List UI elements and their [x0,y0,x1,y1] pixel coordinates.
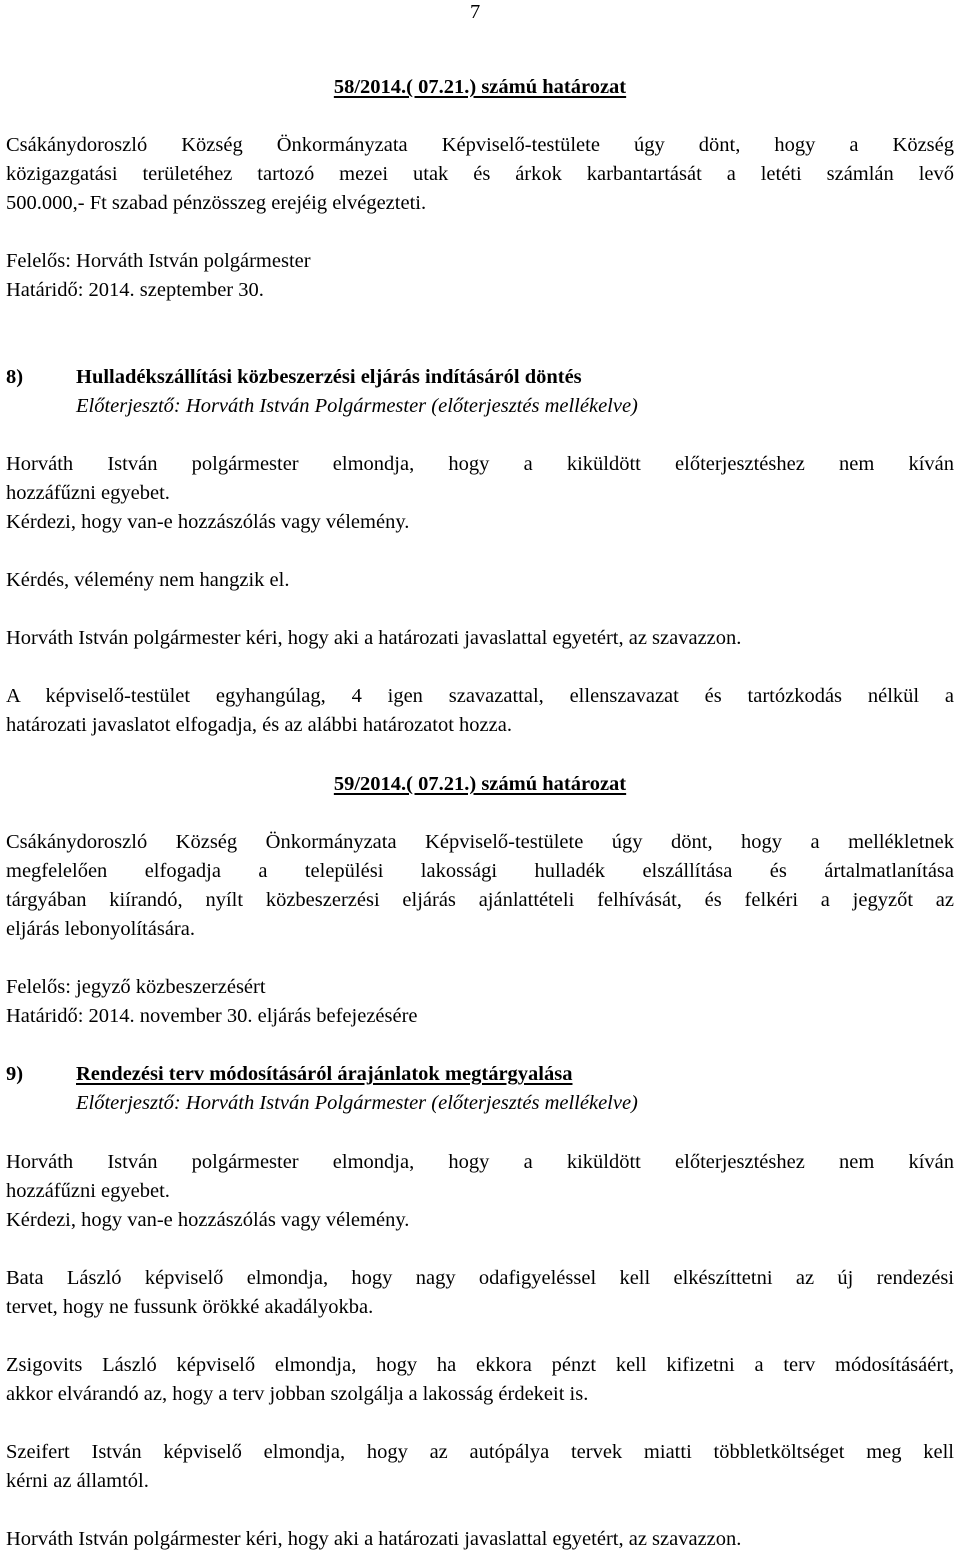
item-8-vote-result-line: határozati javaslatot elfogadja, és az alábbi határozatot hozza. [6,714,512,736]
item-8-intro-line: hozzáfűzni egyebet. [6,482,170,504]
item-9-intro-line: hozzáfűzni egyebet. [6,1180,170,1202]
zsigovits-comment-line: akkor elvárandó az, hogy a terv jobban szolgálja a lakosság érdekeit is. [6,1383,589,1405]
zsigovits-comment-line: Zsigovits László képviselő elmondja, hogy ha ekkora pénzt kell kifizetni a terv módosításáért, [6,1354,954,1376]
item-8-question: Kérdezi, hogy van-e hozzászólás vagy vélemény. [6,511,410,533]
item-9-presenter: Előterjesztő: Horváth István Polgármester (előterjesztés mellékelve) [76,1092,638,1114]
item-9-vote-call: Horváth István polgármester kéri, hogy aki a határozati javaslattal egyetért, az szavazzon. [6,1528,742,1550]
item-9-intro-line: Horváth István polgármester elmondja, hogy a kiküldött előterjesztéshez nem kíván [6,1151,954,1173]
resolution-58-text-line: közigazgatási területéhez tartozó mezei utak és árkok karbantartását a letéti számlán levő [6,163,954,185]
item-8-vote-result-line: A képviselő-testület egyhangúlag, 4 igen szavazattal, ellenszavazat és tartózkodás nélkül a [6,685,954,707]
resolution-59-text-line: tárgyában kiírandó, nyílt közbeszerzési eljárás ajánlattételi felhívását, és felkéri a jegyzőt az [6,889,954,911]
resolution-59-heading: 59/2014.( 07.21.) számú határozat [333,773,627,795]
bata-comment-line: tervet, hogy ne fussunk örökké akadályokba. [6,1296,374,1318]
resolution-58-responsible: Felelős: Horváth István polgármester [6,250,311,272]
item-9-number: 9) [6,1063,24,1085]
resolution-59-responsible: Felelős: jegyző közbeszerzésért [6,976,266,998]
szeifert-comment-line: Szeifert István képviselő elmondja, hogy az autópálya tervek miatti többletköltséget meg kell [6,1441,954,1463]
resolution-58-heading: 58/2014.( 07.21.) számú határozat [333,76,627,98]
item-8-intro-line: Horváth István polgármester elmondja, hogy a kiküldött előterjesztéshez nem kíván [6,453,954,475]
resolution-59-text-line: eljárás lebonyolítására. [6,918,195,940]
page-number: 7 [470,1,481,23]
resolution-59-text-line: Csákánydoroszló Község Önkormányzata Képviselő-testülete úgy dönt, hogy a mellékletnek [6,831,954,853]
item-8-vote-call: Horváth István polgármester kéri, hogy aki a határozati javaslattal egyetért, az szavazzon. [6,627,742,649]
resolution-58-text-line: 500.000,- Ft szabad pénzösszeg erejéig elvégezteti. [6,192,427,214]
bata-comment-line: Bata László képviselő elmondja, hogy nagy odafigyeléssel kell elkészíttetni az új rendezési [6,1267,954,1289]
item-8-number: 8) [6,366,24,388]
item-8-title: Hulladékszállítási közbeszerzési eljárás indításáról döntés [76,366,582,388]
item-8-no-comments: Kérdés, vélemény nem hangzik el. [6,569,290,591]
resolution-58-deadline: Határidő: 2014. szeptember 30. [6,279,264,301]
item-9-question: Kérdezi, hogy van-e hozzászólás vagy vélemény. [6,1209,410,1231]
szeifert-comment-line: kérni az államtól. [6,1470,149,1492]
item-8-presenter: Előterjesztő: Horváth István Polgármester (előterjesztés mellékelve) [76,395,638,417]
resolution-59-deadline: Határidő: 2014. november 30. eljárás befejezésére [6,1005,418,1027]
item-9-title: Rendezési terv módosításáról árajánlatok megtárgyalása [76,1063,573,1085]
resolution-59-text-line: megfelelően elfogadja a települési lakossági hulladék elszállítása és ártalmatlanítása [6,860,954,882]
resolution-58-text-line: Csákánydoroszló Község Önkormányzata Képviselő-testülete úgy dönt, hogy a Község [6,134,954,156]
